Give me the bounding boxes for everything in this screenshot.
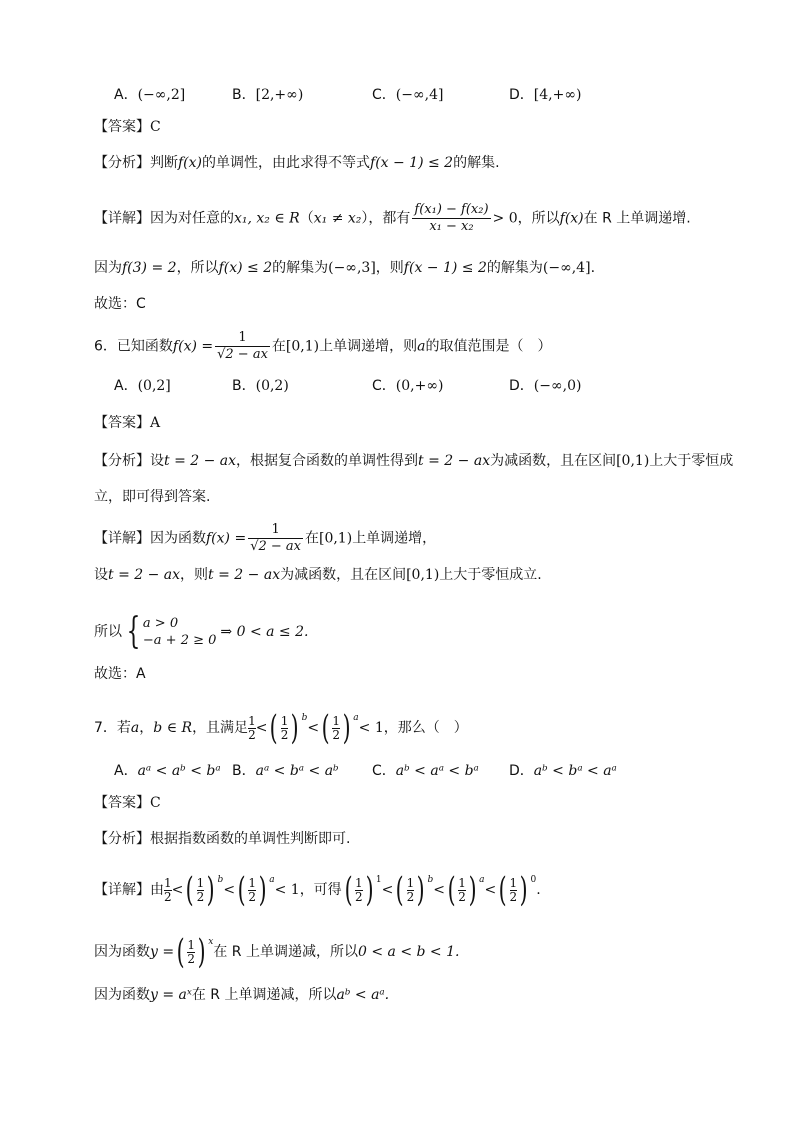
q7-answer: 【答案】C (94, 795, 161, 811)
q7-option-c: C．aᵇ < aᵃ < bᵃ (372, 763, 479, 779)
q6-answer: 【答案】A (94, 415, 161, 431)
q5-option-b: B．[2,+∞) (232, 87, 304, 103)
q5-analysis: 【分析】判断f(x)的单调性，由此求得不等式f(x − 1) ≤ 2的解集. (94, 155, 500, 171)
q6-system: 所以 { a > 0 −a + 2 ≥ 0 ⇒ 0 < a ≤ 2. (94, 611, 309, 652)
q6-choose: 故选：A (94, 666, 146, 682)
q6-analysis: 【分析】设t = 2 − ax，根据复合函数的单调性得到t = 2 − ax为减函数，且在区间[0,1)上大于零恒成 (94, 453, 734, 469)
q6-option-b: B．(0,2) (232, 378, 289, 394)
q5-answer: 【答案】C (94, 119, 161, 135)
q7-option-d: D．aᵇ < bᵃ < aᵃ (509, 763, 617, 779)
q6-set-line: 设t = 2 − ax，则t = 2 − ax为减函数，且在区间[0,1)上大于零恒成立. (94, 567, 542, 583)
q6-option-d: D．(−∞,0) (509, 378, 582, 394)
q6-option-c: C．(0,+∞) (372, 378, 444, 394)
q6-stem: 6．已知函数f(x) = $\frac{1}{√2 - ax}$ 在[0,1)上单调递增，则a的取值范围是（ ） (94, 330, 552, 362)
q7-detail-line2: 因为函数y =( $\frac{1}{2}$ ) $^x$在 R 上单调递减，所以0 < a < b < 1. (94, 932, 460, 972)
q7-detail-line3: 因为函数y = aˣ在 R 上单调递减，所以aᵇ < aᵃ. (94, 987, 390, 1003)
q7-detail: 【详解】由 $\frac{1}{2}$ <( $\frac{1}{2}$ ) $^b$<( $\frac{1}{2}$ ) $^a$< 1，可得( $\frac{1}{2}$ ) $^1$<( $\frac{1}{2}$ ) $^b$<( $\frac{1}{2}$ ) $^a$<( $\frac{1}{2}$ ) $^0$. (94, 870, 541, 910)
q7-option-b: B．aᵃ < bᵃ < aᵇ (232, 763, 339, 779)
q7-analysis: 【分析】根据指数函数的单调性判断即可. (94, 831, 351, 847)
q5-option-c: C．(−∞,4] (372, 87, 444, 103)
q7-stem: 7．若a，b ∈ R，且满足 $\frac{1}{2}$ <( $\frac{1}{2}$ ) $^b$<( $\frac{1}{2}$ ) $^a$< 1，那么（ ） (94, 708, 468, 748)
q5-difference-quotient: $\frac{\text{f(x₁) − f(x₂)}}{\text{x₁ − x₂}}$ (414, 202, 489, 234)
q6-detail: 【详解】因为函数f(x) = $\frac{1}{√2 - ax}$ 在[0,1)上单调递增， (94, 522, 437, 554)
q5-option-d: D．[4,+∞) (509, 87, 582, 103)
q5-choose: 故选：C (94, 296, 146, 312)
q7-option-a: A．aᵃ < aᵇ < bᵃ (114, 763, 221, 779)
q6-analysis-line2: 立，即可得到答案. (94, 489, 211, 505)
q6-option-a: A．(0,2] (114, 378, 171, 394)
q5-detail-line2: 因为f(3) = 2，所以f(x) ≤ 2的解集为(−∞,3]，则f(x − 1) ≤ 2的解集为(−∞,4]. (94, 260, 596, 276)
q5-detail: 【详解】因为对任意的x₁, x₂ ∈ R（x₁ ≠ x₂），都有 $\frac{\text{f(x₁) − f(x₂)}}{\text{x₁ − x₂}}$ > 0，所以f(x)在 R 上单调递增. (94, 202, 691, 234)
q5-option-a: A．(−∞,2] (114, 87, 186, 103)
